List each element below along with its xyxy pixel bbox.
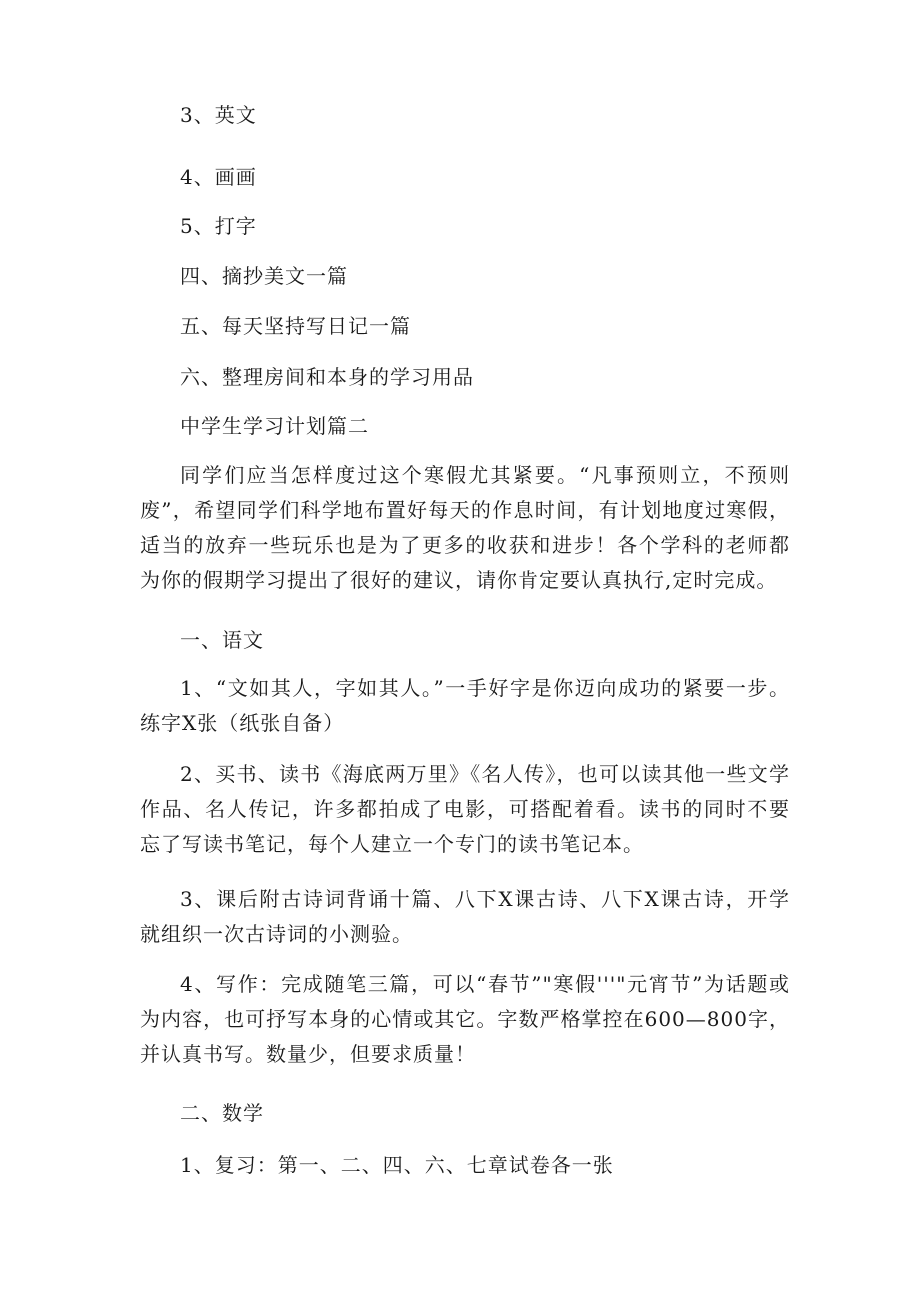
section-item-six: 六、整理房间和本身的学习用品 (180, 365, 474, 389)
list-item-typing: 5、打字 (180, 214, 257, 238)
intro-paragraph: 同学们应当怎样度过这个寒假尤其紧要。“凡事预则立，不预则废”，希望同学们科学地布置好每天的作息时间，有计划地度过寒假，适当的放弃一些玩乐也是为了更多的收获和进步！各个学科的老师都为你的假期学习提出了很好的建议，请你肯定要认真执行,定时完成。 (140, 463, 790, 592)
chinese-item-3: 3、课后附古诗词背诵十篇、八下X课古诗、八下X课古诗，开学就组织一次古诗词的小测验。 (140, 887, 790, 946)
list-item-drawing: 4、画画 (180, 165, 257, 189)
section-item-four: 四、摘抄美文一篇 (180, 264, 348, 288)
list-item-english: 3、英文 (180, 103, 257, 127)
chinese-item-1: 1、“文如其人，字如其人。”一手好字是你迈向成功的紧要一步。练字X张（纸张自备） (140, 676, 790, 735)
chinese-item-2: 2、买书、读书《海底两万里》《名人传》，也可以读其他一些文学作品、名人传记，许多都拍成了电影，可搭配着看。读书的同时不要忘了写读书笔记，每个人建立一个专门的读书笔记本。 (140, 762, 790, 856)
math-item-1: 1、复习：第一、二、四、六、七章试卷各一张 (180, 1153, 614, 1177)
subject-heading-math: 二、数学 (180, 1101, 264, 1125)
subject-heading-chinese: 一、语文 (180, 628, 264, 652)
chinese-item-4: 4、写作：完成随笔三篇，可以“春节”"寒假'''"元宵节”为话题或为内容，也可抒写本身的心情或其它。字数严格掌控在600—800字，并认真书写。数量少，但要求质量！ (140, 972, 790, 1066)
section-title: 中学生学习计划篇二 (180, 414, 369, 438)
section-item-five: 五、每天坚持写日记一篇 (180, 314, 411, 338)
